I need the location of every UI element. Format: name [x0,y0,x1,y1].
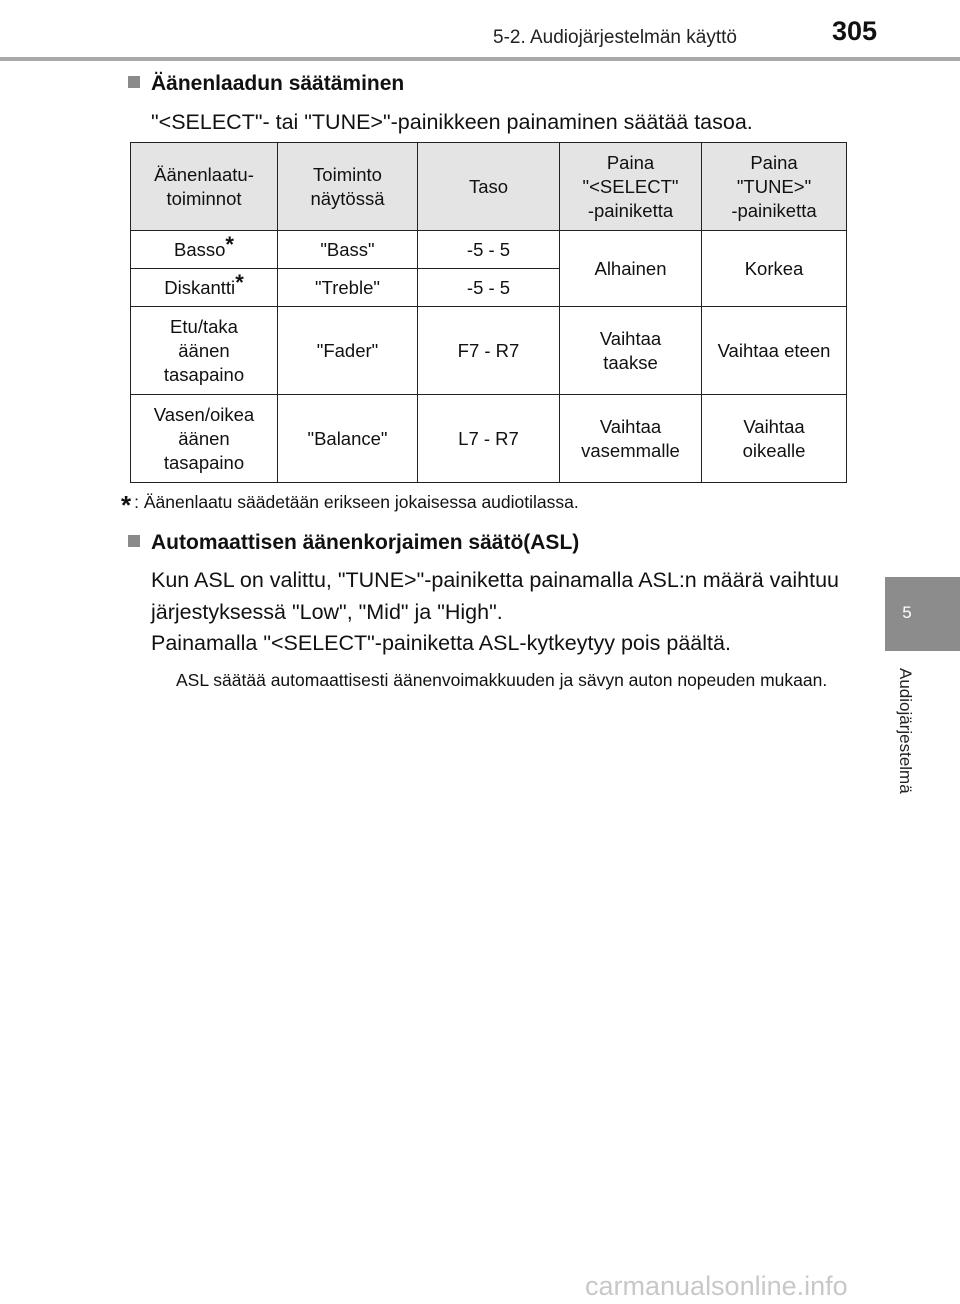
section-heading-sound-quality: Äänenlaadun säätäminen [128,72,404,96]
table-row [131,395,847,483]
table-cell: L7 - R7 [418,395,560,483]
sound-settings-table [130,142,847,483]
header-divider [0,57,960,61]
chapter-number: 5 [902,603,912,622]
table-cell: Etu/taka äänen tasapaino [131,307,278,395]
bullet-square-icon [128,76,140,88]
header-cell: Taso [418,143,560,231]
table-footnote: * : Äänenlaatu säädetään erikseen jokaisessa audiotilassa. [121,490,579,520]
asl-paragraph-2: Painamalla "<SELECT"-painiketta ASL-kytkeytyy pois päältä. [151,631,731,655]
header-section-title: 5-2. Audiojärjestelmän käyttö [493,27,737,48]
table-cell: Vaihtaa oikealle [702,395,847,483]
chapter-label: Audiojärjestelmä [896,668,915,794]
table-cell: "Fader" [278,307,418,395]
table-cell: Vaihtaa taakse [560,307,702,395]
table-cell-merged: Alhainen [560,231,702,307]
table-cell-merged: Korkea [702,231,847,307]
table-cell: Diskantti* [131,269,278,307]
table-cell: Vaihtaa vasemmalle [560,395,702,483]
table-cell: Vaihtaa eteen [702,307,847,395]
bullet-square-icon [128,535,140,547]
table-cell: Basso* [131,231,278,269]
table-cell: "Treble" [278,269,418,307]
header-cell: Paina "<SELECT" -painiketta [560,143,702,231]
section-heading-asl: Automaattisen äänenkorjaimen säätö(ASL) [128,531,579,555]
header-cell: Äänenlaatu- toiminnot [131,143,278,231]
asl-paragraph-1: Kun ASL on valittu, "TUNE>"-painiketta painamalla ASL:n määrä vaihtuu järjestyksessä "Low", "Mid" ja "High". [151,568,839,624]
table-cell: -5 - 5 [418,269,560,307]
footnote-star: * [121,490,132,520]
table-header-row [131,143,847,231]
watermark: carmanualsonline.info [585,1271,848,1301]
table-cell: Vasen/oikea äänen tasapaino [131,395,278,483]
table-cell: "Bass" [278,231,418,269]
header-cell: Toiminto näytössä [278,143,418,231]
table-cell: "Balance" [278,395,418,483]
asl-note: ASL säätää automaattisesti äänenvoimakkuuden ja sävyn auton nopeuden mukaan. [176,670,828,690]
page-number: 305 [832,16,878,46]
header-cell: Paina "TUNE>" -painiketta [702,143,847,231]
table-cell: -5 - 5 [418,231,560,269]
table-cell: F7 - R7 [418,307,560,395]
table-row [131,307,847,395]
table-row [131,231,847,269]
section-intro: "<SELECT"- tai "TUNE>"-painikkeen painaminen säätää tasoa. [151,110,753,134]
